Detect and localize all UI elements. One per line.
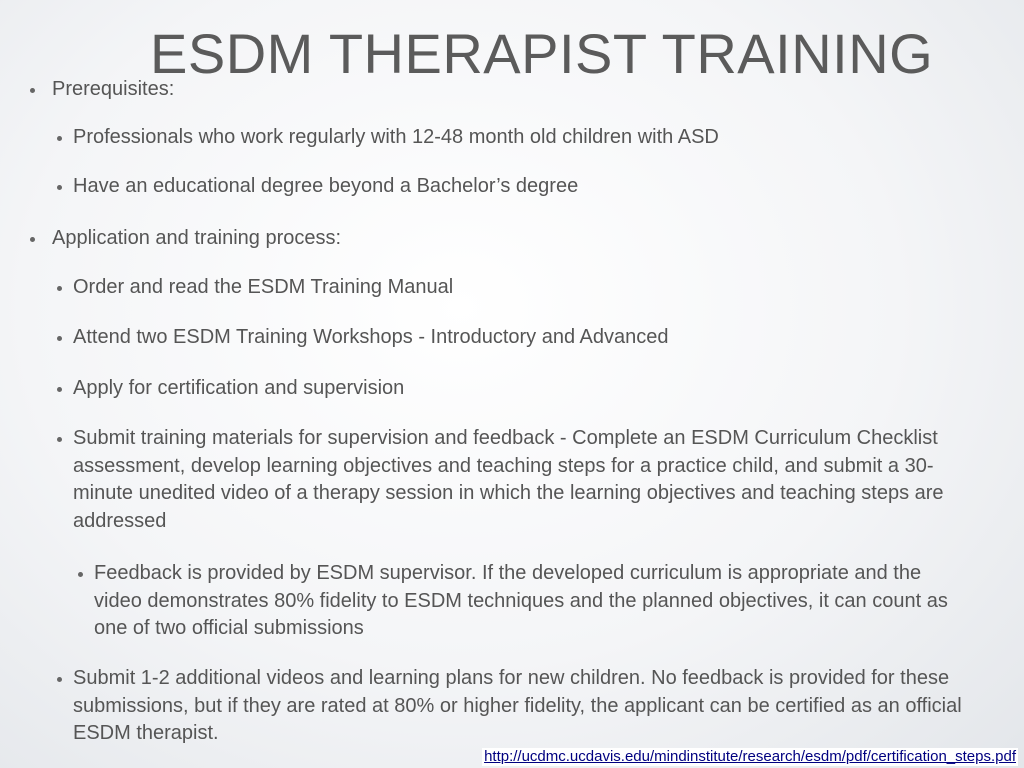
source-link[interactable]: http://ucdmc.ucdavis.edu/mindinstitute/research/esdm/pdf/certification_steps.pdf <box>484 748 1016 765</box>
bullet-process-sub-1 <box>78 560 978 643</box>
bullet-dot <box>57 387 62 392</box>
bullet-prerequisite-2 <box>57 173 977 201</box>
prerequisites-label: Prerequisites: <box>52 78 175 100</box>
bullet-process-5 <box>57 665 992 748</box>
process-item: Submit training materials for supervision and feedback - Complete an ESDM Curriculum Checklist assessment, develop learning objectives and teaching steps for a practice child, and submit a 30-minute unedited video of a therapy session in which the learning objectives and teaching steps are addressed <box>73 427 944 532</box>
process-item: Order and read the ESDM Training Manual <box>73 276 454 298</box>
bullet-dot <box>78 572 83 577</box>
slide-title: ESDM THERAPIST TRAINING <box>150 22 934 85</box>
process-label: Application and training process: <box>52 227 342 249</box>
bullet-dot <box>57 336 62 341</box>
bullet-prerequisite-1 <box>57 124 977 152</box>
bullet-dot <box>57 185 62 190</box>
process-sub-item: Feedback is provided by ESDM supervisor. If the developed curriculum is appropriate and the video demonstrates 80% fidelity to ESDM techniques and the planned objectives, it can count as one of two official submissions <box>94 562 948 639</box>
process-item: Attend two ESDM Training Workshops - Introductory and Advanced <box>73 326 669 348</box>
bullet-process-4 <box>57 425 992 535</box>
bullet-process-2 <box>57 324 977 352</box>
prerequisite-item: Professionals who work regularly with 12-48 month old children with ASD <box>73 126 719 148</box>
prerequisite-item: Have an educational degree beyond a Bachelor’s degree <box>73 175 579 197</box>
bullet-dot <box>57 677 62 682</box>
bullet-process-1 <box>57 274 977 302</box>
bullet-dot <box>30 88 35 93</box>
bullet-prerequisites <box>30 76 930 104</box>
bullet-dot <box>57 437 62 442</box>
bullet-dot <box>30 237 35 242</box>
bullet-process-3 <box>57 375 977 403</box>
bullet-application-process <box>30 225 930 253</box>
process-item: Apply for certification and supervision <box>73 377 405 399</box>
process-item: Submit 1-2 additional videos and learning plans for new children. No feedback is provided for these submissions, but if they are rated at 80% or higher fidelity, the applicant can be certified as an official ESDM therapist. <box>73 667 962 744</box>
bullet-dot <box>57 136 62 141</box>
bullet-dot <box>57 286 62 291</box>
